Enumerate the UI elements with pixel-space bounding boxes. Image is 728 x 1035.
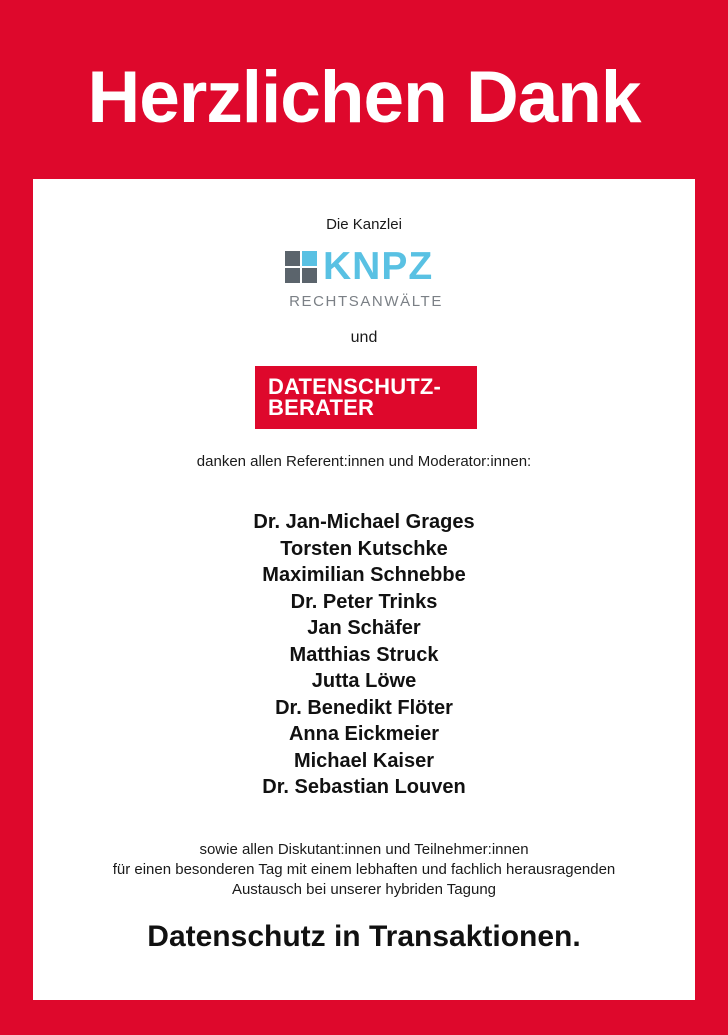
ds-logo-line-2: BERATER: [268, 395, 375, 420]
knpz-logo-subtitle: RECHTSANWÄLTE: [289, 293, 443, 310]
outro-line-1: sowie allen Diskutant:innen und Teilnehmer:innen: [199, 841, 529, 858]
outro-text: [33, 840, 695, 900]
speaker-name: Anna Eickmeier: [288, 723, 440, 745]
ds-logo-line-1: DATENSCHUTZ-: [268, 374, 442, 399]
speaker-name: Jan Schäfer: [307, 617, 421, 639]
speaker-name: Dr. Peter Trinks: [290, 590, 438, 613]
speaker-name: Dr. Benedikt Flöter: [275, 696, 453, 719]
knpz-logo-name: KNPZ: [323, 245, 434, 288]
speaker-name: Jutta Löwe: [311, 670, 417, 692]
outro-line-3: Austausch bei unserer hybriden Tagung: [231, 881, 497, 898]
speaker-name: Dr. Sebastian Louven: [262, 776, 466, 798]
speaker-name: Dr. Jan-Michael Grages: [253, 511, 475, 533]
datenschutz-berater-logo: [255, 366, 477, 429]
speaker-list: [33, 509, 695, 801]
intro-text: Die Kanzlei: [326, 216, 402, 233]
page-title: Herzlichen Dank: [87, 57, 641, 138]
speaker-name: Maximilian Schnebbe: [262, 564, 466, 586]
event-title: Datenschutz in Transaktionen.: [147, 920, 581, 953]
thanks-line: danken allen Referent:innen und Moderator:innen:: [196, 453, 532, 470]
connector-text: und: [350, 329, 378, 346]
thank-you-card: [33, 179, 695, 1000]
speaker-name: Michael Kaiser: [293, 749, 435, 772]
speaker-name: Torsten Kutschke: [280, 537, 448, 560]
speaker-name: Matthias Struck: [289, 643, 439, 666]
knpz-grid-icon: [285, 251, 317, 283]
knpz-logo: [285, 245, 447, 311]
outro-line-2: für einen besonderen Tag mit einem lebhaften und fachlich herausragenden: [112, 861, 616, 878]
